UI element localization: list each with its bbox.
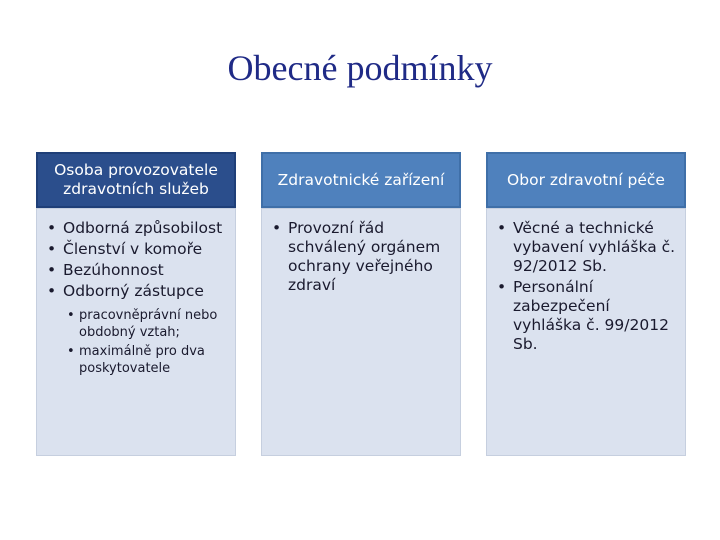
bullet-list bbox=[495, 219, 679, 354]
list-item: • Členství v komoře bbox=[45, 240, 229, 259]
list-item: • Odborný zástupce bbox=[45, 282, 229, 301]
bullet-list bbox=[45, 219, 229, 301]
sub-list-item: • pracovněprávní nebo obdobný vztah; bbox=[67, 307, 229, 341]
list-item: • Věcné a technické vybavení vyhláška č. 92/2012 Sb. bbox=[495, 219, 679, 276]
column-header: Obor zdravotní péče bbox=[486, 152, 686, 208]
column-body bbox=[36, 208, 236, 456]
column-facility bbox=[261, 152, 461, 456]
list-item: • Provozní řád schválený orgánem ochrany veřejného zdraví bbox=[270, 219, 454, 295]
column-provider bbox=[36, 152, 236, 456]
bullet-list bbox=[270, 219, 454, 295]
sub-list-item: • maximálně pro dva poskytovatele bbox=[67, 343, 229, 377]
column-body bbox=[261, 208, 461, 456]
column-field-of-care bbox=[486, 152, 686, 456]
column-body bbox=[486, 208, 686, 456]
page-title: Obecné podmínky bbox=[227, 48, 493, 88]
column-header: Zdravotnické zařízení bbox=[261, 152, 461, 208]
column-header: Osoba provozovatele zdravotních služeb bbox=[36, 152, 236, 208]
list-item: • Bezúhonnost bbox=[45, 261, 229, 280]
list-item: • Personální zabezpečení vyhláška č. 99/2012 Sb. bbox=[495, 278, 679, 354]
sub-bullet-list bbox=[45, 307, 229, 377]
list-item: • Odborná způsobilost bbox=[45, 219, 229, 238]
